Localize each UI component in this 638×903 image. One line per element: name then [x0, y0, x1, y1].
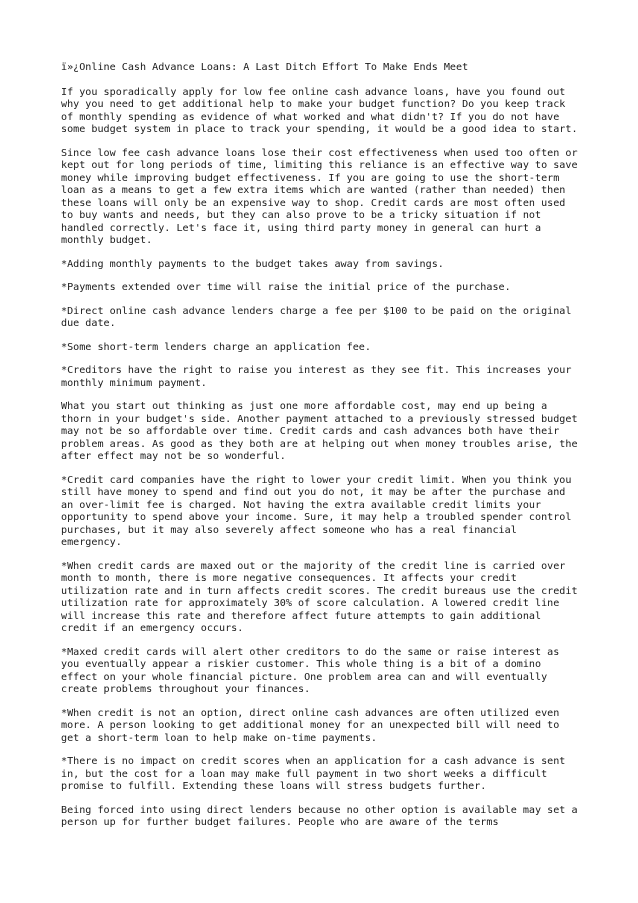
paragraph: What you start out thinking as just one more affordable cost, may end up being a thorn in your budget's side. Another payment attached to a previously stressed budget may not be so affordable over time. Credit cards and cash advances both have their problem areas. As good as they both are at helping out when money troubles arise, the after effect may not be so wonderful. — [61, 401, 578, 462]
paragraph: If you sporadically apply for low fee online cash advance loans, have you found out why you need to get additional help to make your budget function? Do you keep track of monthly spending as evidence of what worked and what didn't? If you do not have some budget system in place to track your spending, it would be a good idea to start. — [61, 86, 578, 135]
bullet-paragraph: *Adding monthly payments to the budget takes away from savings. — [61, 258, 444, 270]
document-title: ï»¿Online Cash Advance Loans: A Last Ditch Effort To Make Ends Meet — [61, 62, 469, 73]
bullet-paragraph: *Creditors have the right to raise you interest as they see fit. This increases your monthly minimum payment. — [61, 365, 572, 389]
paragraph: Being forced into using direct lenders because no other option is available may set a person up for further budget failures. People who are aware of the terms — [61, 804, 578, 828]
bullet-paragraph: *Payments extended over time will raise the initial price of the purchase. — [61, 282, 511, 293]
document-body — [61, 62, 581, 841]
bullet-paragraph: *When credit cards are maxed out or the majority of the credit line is carried over month to month, there is more negative consequences. It affects your credit utilization rate and in turn affects credit scores. The credit bureaus use the credit utilization rate for approximately 30% of score calculation. A lowered credit line will increase this rate and therefore affect future attempts to gain additional credit if an emergency occurs. — [61, 560, 578, 634]
bullet-paragraph: *Some short-term lenders charge an application fee. — [61, 341, 371, 353]
bullet-paragraph: *Credit card companies have the right to lower your credit limit. When you think you still have money to spend and find out you do not, it may be after the purchase and an over-limit fee is charged. Not having the extra available credit limits your opportunity to spend above your income. Sure, it may help a troubled spender control purchases, but it may also severely affect someone who has a real financial emergency. — [61, 474, 572, 548]
bullet-paragraph: *Direct online cash advance lenders charge a fee per $100 to be paid on the original due date. — [61, 305, 572, 329]
bullet-paragraph: *Maxed credit cards will alert other creditors to do the same or raise interest as you eventually appear a riskier customer. This whole thing is a bit of a domino effect on your whole financial picture. One problem area can and will eventually create problems throughout your finances. — [61, 646, 560, 695]
paragraph: Since low fee cash advance loans lose their cost effectiveness when used too often or kept out for long periods of time, limiting this reliance is an effective way to save money while improving budget effectiveness. If you are going to use the short-term loan as a means to get a few extra items which are wanted (rather than needed) then these loans will only be an expensive way to shop. Credit cards are most often used to buy wants and needs, but they can also prove to be a tricky situation if not handled correctly. Let's face it, using third party money in general can hurt a monthly budget. — [61, 147, 578, 246]
bullet-paragraph: *There is no impact on credit scores when an application for a cash advance is sent in, but the cost for a loan may make full payment in two short weeks a difficult promise to fulfill. Extending these loans will stress budgets further. — [61, 756, 566, 792]
bullet-paragraph: *When credit is not an option, direct online cash advances are often utilized even more. A person looking to get additional money for an unexpected bill will need to get a short-term loan to help make on-time payments. — [61, 707, 560, 744]
